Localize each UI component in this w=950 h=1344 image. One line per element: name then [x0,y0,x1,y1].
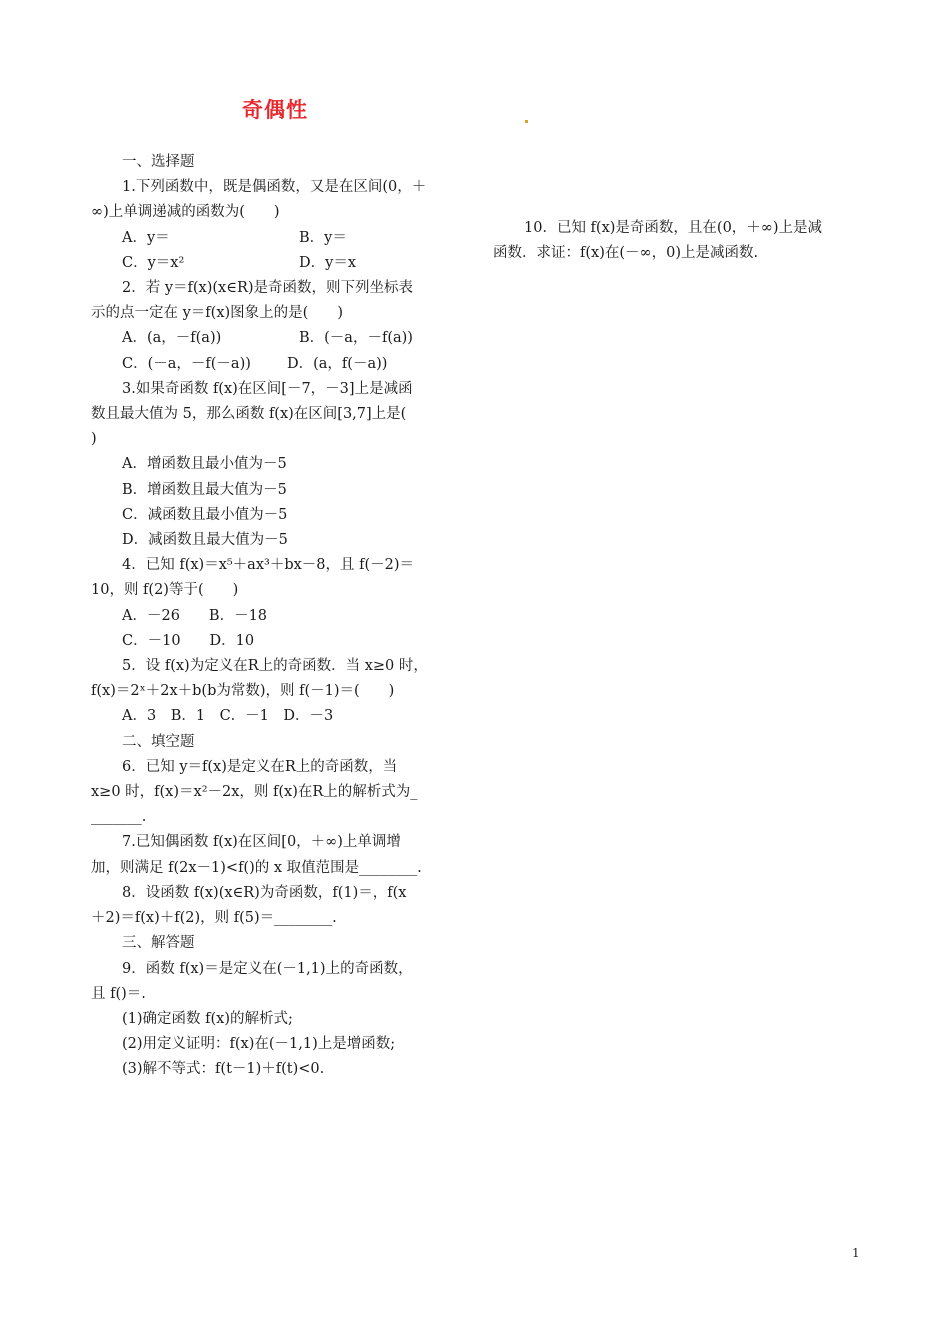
q3-line3: ) [91,431,97,448]
q3-option-d: D．减函数且最大值为－5 [122,532,288,549]
q1-option-a: A．y＝ [122,229,170,246]
q6-line2: x≥0 时，f(x)＝x²－2x，则 f(x)在R上的解析式为_ [91,784,418,801]
q1-line1: 1.下列函数中，既是偶函数，又是在区间(0，＋ [122,179,427,196]
q9-line1: 9．函数 f(x)＝是定义在(－1,1)上的奇函数， [122,960,413,977]
q2-option-c: C．(－a，－f(－a)) [122,355,251,372]
section-heading-fill: 二、填空题 [122,733,195,750]
page-number: 1 [852,1246,860,1260]
q1-options-ab [91,226,463,251]
q6-line1: 6．已知 y＝f(x)是定义在R上的奇函数，当 [122,758,398,775]
q2-option-a: A．(a，－f(a)) [122,330,222,347]
q3-line2: 数且最大值为 5，那么函数 f(x)在区间[3,7]上是( [91,406,407,423]
q9-part1: (1)确定函数 f(x)的解析式; [122,1010,293,1027]
right-column [493,216,865,266]
q1-options-cd [91,251,463,276]
q1-option-d: D．y＝x [299,254,356,271]
q9-part2: (2)用定义证明：f(x)在(－1,1)上是增函数; [122,1036,396,1053]
q7-line2: 加，则满足 f(2x－1)<f()的 x 取值范围是________. [91,859,422,876]
q2-options-ab [91,326,463,351]
q2-option-b: B．(－a，－f(a)) [299,330,413,347]
section-heading-answer: 三、解答题 [122,935,195,952]
section-heading-choice: 一、选择题 [122,154,195,170]
q8-line1: 8．设函数 f(x)(x∈R)为奇函数，f(1)＝，f(x [122,884,407,901]
q1-line2: ∞)上单调递减的函数为( ) [91,204,280,221]
q5-line2: f(x)＝2ˣ＋2x＋b(b为常数)，则 f(－1)＝( ) [91,683,395,700]
q2-line1: 2．若 y＝f(x)(x∈R)是奇函数，则下列坐标表 [122,280,414,297]
left-column [91,150,463,1083]
q1-option-c: C．y＝x² [122,254,185,271]
q3-option-b: B．增函数且最大值为－5 [122,481,287,498]
q3-option-a: A．增函数且最小值为－5 [122,456,287,473]
q2-line2: 示的点一定在 y＝f(x)图象上的是( ) [91,305,343,322]
q4-options-cd: C．－10 D．10 [122,632,255,649]
q2-options-cd [91,352,463,377]
q8-line2: ＋2)＝f(x)＋f(2)，则 f(5)＝________. [91,910,337,927]
q3-line1: 3.如果奇函数 f(x)在区间[－7，－3]上是减函 [122,380,413,397]
q9-part3: (3)解不等式：f(t－1)＋f(t)<0. [122,1061,325,1078]
q6-line3: _______. [91,809,147,826]
page-title: 奇偶性 [242,98,308,122]
q7-line1: 7.已知偶函数 f(x)在区间[0，＋∞)上单调增 [122,834,401,851]
q2-option-d: D．(a，f(－a)) [287,355,388,372]
decorative-dot [525,120,528,123]
q4-line2: 10，则 f(2)等于( ) [91,582,239,599]
q1-option-b: B．y＝ [299,229,347,246]
q4-options-ab: A．－26 B．－18 [122,607,268,624]
q10-line2: 函数．求证：f(x)在(－∞，0)上是减函数. [493,245,759,262]
q10-line1: 10．已知 f(x)是奇函数，且在(0，＋∞)上是减 [524,220,823,236]
q3-option-c: C．减函数且最小值为－5 [122,506,288,523]
q9-line2: 且 f()＝. [91,985,146,1002]
q4-line1: 4．已知 f(x)＝x⁵＋ax³＋bx－8，且 f(－2)＝ [122,557,415,574]
q5-options: A．3 B．1 C．－1 D．－3 [122,708,334,725]
q5-line1: 5．设 f(x)为定义在R上的奇函数．当 x≥0 时， [122,658,428,675]
